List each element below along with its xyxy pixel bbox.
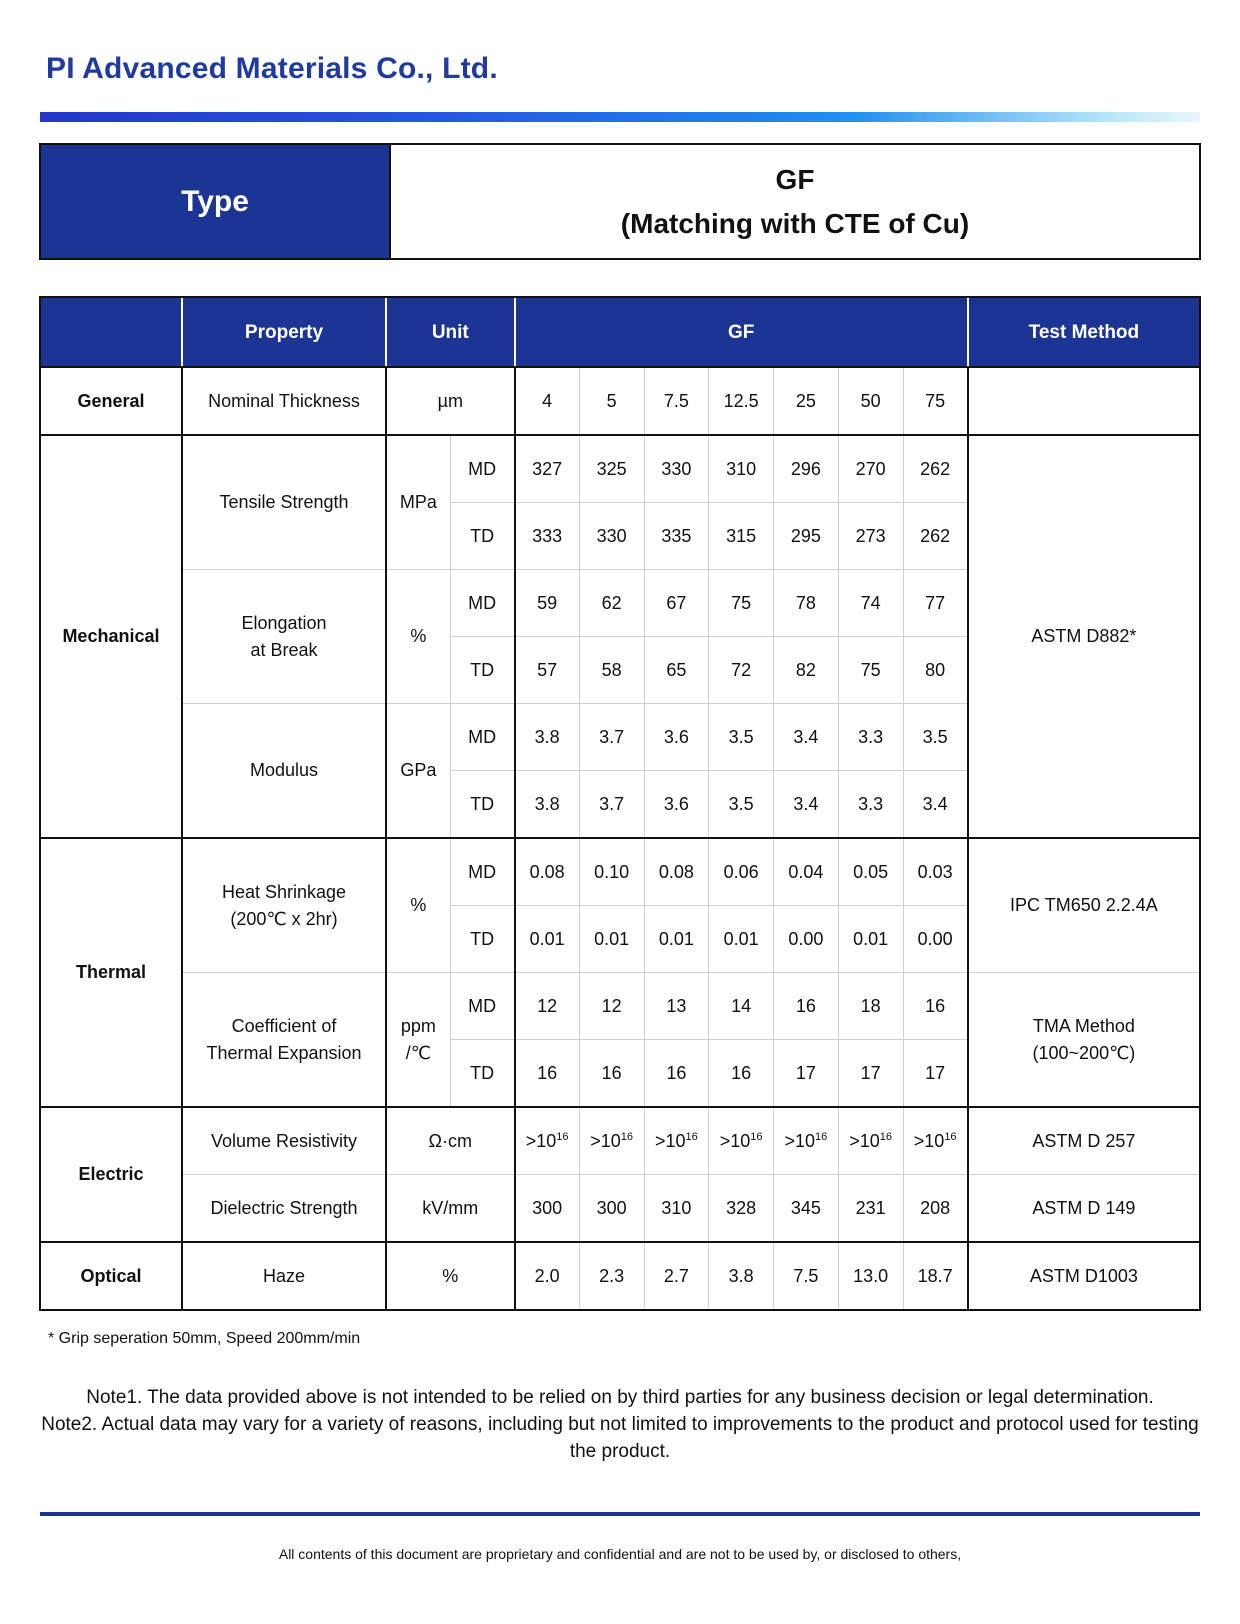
- method-cell: [968, 973, 1200, 1108]
- value-cell: 3.7: [579, 704, 644, 771]
- unit-cell: kV/mm: [386, 1175, 514, 1243]
- value-cell: 75: [709, 570, 774, 637]
- method-cell: [968, 367, 1200, 435]
- value-cell: 3.5: [709, 704, 774, 771]
- value-cell: 16: [709, 1040, 774, 1108]
- value-cell: 12: [515, 973, 580, 1040]
- method-cell: IPC TM650 2.2.4A: [968, 838, 1200, 973]
- value-cell: 77: [903, 570, 968, 637]
- value-cell: 16: [903, 973, 968, 1040]
- value-cell: [579, 1107, 644, 1175]
- value-cell: 75: [838, 637, 903, 704]
- unit-cell: µm: [386, 367, 514, 435]
- property-cell: Volume Resistivity: [182, 1107, 386, 1175]
- method-cell: ASTM D882*: [968, 435, 1200, 838]
- property-cell: [182, 838, 386, 973]
- value-cell: 345: [774, 1175, 839, 1243]
- value-cell: 0.01: [709, 906, 774, 973]
- value-cell: 3.3: [838, 771, 903, 839]
- value-cell: 0.04: [774, 838, 839, 906]
- category-general: General: [40, 367, 182, 435]
- category-optical: Optical: [40, 1242, 182, 1310]
- value-cell: 18: [838, 973, 903, 1040]
- value-cell: 333: [515, 503, 580, 570]
- value-cell: 3.8: [515, 704, 580, 771]
- vr-exp: 16: [556, 1130, 569, 1143]
- table-row: [40, 973, 1200, 1040]
- value-cell: 328: [709, 1175, 774, 1243]
- property-cell: Modulus: [182, 704, 386, 839]
- table-row: [40, 1107, 1200, 1175]
- value-cell: 295: [774, 503, 839, 570]
- category-mechanical: Mechanical: [40, 435, 182, 838]
- unit-cell: MPa: [386, 435, 450, 570]
- value-cell: 75: [903, 367, 968, 435]
- value-cell: 17: [838, 1040, 903, 1108]
- property-cell: Nominal Thickness: [182, 367, 386, 435]
- unit-cell: [386, 973, 450, 1108]
- value-cell: [838, 1107, 903, 1175]
- value-cell: 74: [838, 570, 903, 637]
- direction-cell: TD: [450, 503, 514, 570]
- header-gradient-bar: [40, 112, 1200, 122]
- header-row: [40, 297, 1200, 367]
- value-cell: 310: [644, 1175, 709, 1243]
- value-cell: [644, 1107, 709, 1175]
- value-cell: 25: [774, 367, 839, 435]
- value-cell: 59: [515, 570, 580, 637]
- value-cell: 72: [709, 637, 774, 704]
- value-cell: 17: [903, 1040, 968, 1108]
- unit-cell: %: [386, 838, 450, 973]
- value-cell: 3.4: [903, 771, 968, 839]
- method-line: TMA Method: [1032, 1015, 1135, 1036]
- property-line: at Break: [250, 639, 318, 660]
- vr-base: >10: [654, 1130, 686, 1151]
- value-cell: 3.8: [515, 771, 580, 839]
- vr-exp: 16: [944, 1130, 957, 1143]
- direction-cell: TD: [450, 906, 514, 973]
- unit-cell: %: [386, 570, 450, 704]
- value-cell: 12.5: [709, 367, 774, 435]
- value-cell: 0.00: [903, 906, 968, 973]
- value-cell: 327: [515, 435, 580, 503]
- value-cell: 0.03: [903, 838, 968, 906]
- value-cell: 273: [838, 503, 903, 570]
- value-cell: 4: [515, 367, 580, 435]
- unit-cell: %: [386, 1242, 514, 1310]
- property-line: (200℃ x 2hr): [230, 908, 338, 929]
- vr-exp: 16: [815, 1130, 828, 1143]
- value-cell: 16: [774, 973, 839, 1040]
- value-cell: 325: [579, 435, 644, 503]
- direction-cell: MD: [450, 570, 514, 637]
- unit-cell: GPa: [386, 704, 450, 839]
- value-cell: 3.8: [709, 1242, 774, 1310]
- value-cell: 300: [515, 1175, 580, 1243]
- value-cell: 0.01: [579, 906, 644, 973]
- vr-exp: 16: [685, 1130, 698, 1143]
- value-cell: 3.6: [644, 704, 709, 771]
- footer-text: All contents of this document are proprietary and confidential and are not to be used by, or disclosed to others,: [278, 1546, 962, 1562]
- category-electric: Electric: [40, 1107, 182, 1242]
- value-cell: [774, 1107, 839, 1175]
- value-cell: 58: [579, 637, 644, 704]
- value-cell: 14: [709, 973, 774, 1040]
- property-cell: Dielectric Strength: [182, 1175, 386, 1243]
- table-row: [40, 367, 1200, 435]
- value-cell: 2.0: [515, 1242, 580, 1310]
- property-cell: Haze: [182, 1242, 386, 1310]
- category-thermal: Thermal: [40, 838, 182, 1107]
- value-cell: 0.01: [838, 906, 903, 973]
- value-cell: 231: [838, 1175, 903, 1243]
- value-cell: 16: [579, 1040, 644, 1108]
- value-cell: 3.5: [903, 704, 968, 771]
- value-cell: 3.4: [774, 704, 839, 771]
- value-cell: 3.5: [709, 771, 774, 839]
- property-line: Thermal Expansion: [206, 1042, 362, 1063]
- table-row: [40, 1175, 1200, 1243]
- value-cell: 16: [644, 1040, 709, 1108]
- value-cell: 57: [515, 637, 580, 704]
- value-cell: 330: [579, 503, 644, 570]
- property-line: Elongation: [241, 612, 327, 633]
- value-cell: 0.10: [579, 838, 644, 906]
- value-cell: 296: [774, 435, 839, 503]
- value-cell: 315: [709, 503, 774, 570]
- vr-exp: 16: [879, 1130, 893, 1143]
- vr-base: >10: [719, 1130, 751, 1151]
- footer-divider: [40, 1512, 1200, 1516]
- value-cell: [903, 1107, 968, 1175]
- value-cell: 7.5: [774, 1242, 839, 1310]
- table-row: [40, 838, 1200, 906]
- value-cell: 3.7: [579, 771, 644, 839]
- property-cell: [182, 973, 386, 1108]
- value-cell: 13.0: [838, 1242, 903, 1310]
- value-cell: 0.08: [515, 838, 580, 906]
- value-cell: 2.3: [579, 1242, 644, 1310]
- value-cell: 0.01: [515, 906, 580, 973]
- value-cell: 78: [774, 570, 839, 637]
- vr-base: >10: [590, 1130, 621, 1151]
- header-unit: Unit: [386, 297, 514, 367]
- value-cell: 0.05: [838, 838, 903, 906]
- value-cell: 330: [644, 435, 709, 503]
- value-cell: 67: [644, 570, 709, 637]
- header-property: Property: [182, 297, 386, 367]
- value-cell: 80: [903, 637, 968, 704]
- value-cell: 3.3: [838, 704, 903, 771]
- type-value-line2: (Matching with CTE of Cu): [620, 207, 970, 239]
- value-cell: [709, 1107, 774, 1175]
- unit-line: ppm: [400, 1015, 436, 1036]
- property-line: Heat Shrinkage: [221, 881, 347, 902]
- value-cell: 262: [903, 435, 968, 503]
- direction-cell: MD: [450, 435, 514, 503]
- method-cell: ASTM D1003: [968, 1242, 1200, 1310]
- value-cell: 13: [644, 973, 709, 1040]
- note1: Note1. The data provided above is not intended to be relied on by third parties for any business decision or legal determination.: [86, 1387, 1154, 1408]
- unit-cell: Ω·cm: [386, 1107, 514, 1175]
- method-line: (100~200℃): [1032, 1042, 1136, 1063]
- table-row: [40, 435, 1200, 503]
- note2: Note2. Actual data may vary for a variety of reasons, including but not limited to improvements to the product and protocol used for testing the product.: [41, 1414, 1199, 1462]
- vr-base: >10: [525, 1130, 557, 1151]
- value-cell: 0.00: [774, 906, 839, 973]
- value-cell: 18.7: [903, 1242, 968, 1310]
- value-cell: 17: [774, 1040, 839, 1108]
- vr-exp: 16: [750, 1130, 763, 1143]
- value-cell: 7.5: [644, 367, 709, 435]
- value-cell: 50: [838, 367, 903, 435]
- direction-cell: MD: [450, 973, 514, 1040]
- method-cell: ASTM D 149: [968, 1175, 1200, 1243]
- value-cell: 0.01: [644, 906, 709, 973]
- vr-base: >10: [784, 1130, 816, 1151]
- value-cell: 65: [644, 637, 709, 704]
- footnote: * Grip seperation 50mm, Speed 200mm/min: [48, 1330, 361, 1347]
- value-cell: [515, 1107, 580, 1175]
- type-value: [391, 145, 1199, 258]
- header-test-method: Test Method: [968, 297, 1200, 367]
- direction-cell: TD: [450, 771, 514, 839]
- value-cell: 82: [774, 637, 839, 704]
- vr-exp: 16: [620, 1130, 634, 1143]
- value-cell: 62: [579, 570, 644, 637]
- unit-line: /℃: [405, 1042, 432, 1063]
- value-cell: 262: [903, 503, 968, 570]
- method-cell: ASTM D 257: [968, 1107, 1200, 1175]
- type-box: [39, 143, 1201, 260]
- direction-cell: TD: [450, 1040, 514, 1108]
- direction-cell: MD: [450, 704, 514, 771]
- value-cell: 0.06: [709, 838, 774, 906]
- value-cell: 3.6: [644, 771, 709, 839]
- vr-base: >10: [913, 1130, 945, 1151]
- header-blank: [40, 297, 182, 367]
- value-cell: 300: [579, 1175, 644, 1243]
- company-name: PI Advanced Materials Co., Ltd.: [46, 52, 498, 85]
- notes: [40, 1384, 1200, 1465]
- value-cell: 12: [579, 973, 644, 1040]
- table-row: [40, 1242, 1200, 1310]
- spec-table: [39, 296, 1201, 1311]
- value-cell: 0.08: [644, 838, 709, 906]
- value-cell: 5: [579, 367, 644, 435]
- header-grade: GF: [515, 297, 968, 367]
- value-cell: 310: [709, 435, 774, 503]
- type-label: Type: [41, 145, 391, 258]
- value-cell: 270: [838, 435, 903, 503]
- property-cell: Tensile Strength: [182, 435, 386, 570]
- type-value-line1: GF: [775, 163, 815, 195]
- value-cell: 16: [515, 1040, 580, 1108]
- vr-base: >10: [849, 1130, 880, 1151]
- property-line: Coefficient of: [231, 1015, 337, 1036]
- direction-cell: MD: [450, 838, 514, 906]
- value-cell: 208: [903, 1175, 968, 1243]
- value-cell: 335: [644, 503, 709, 570]
- property-cell: [182, 570, 386, 704]
- value-cell: 3.4: [774, 771, 839, 839]
- direction-cell: TD: [450, 637, 514, 704]
- value-cell: 2.7: [644, 1242, 709, 1310]
